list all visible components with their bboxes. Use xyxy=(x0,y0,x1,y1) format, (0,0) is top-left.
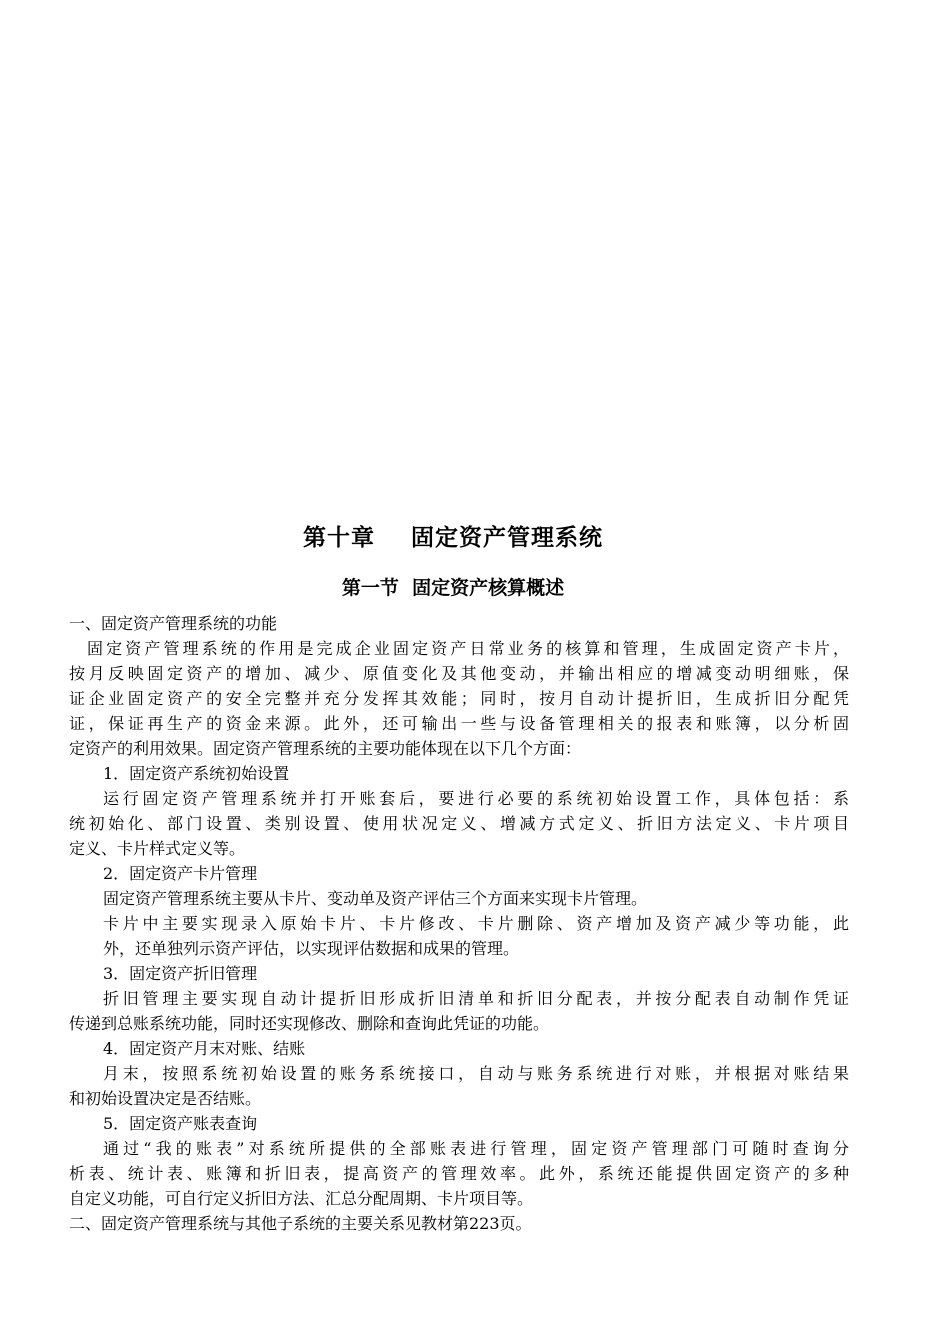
intro-line: 固定资产管理系统的作用是完成企业固定资产日常业务的核算和管理，生成固定资产卡片， xyxy=(87,639,849,658)
intro-line: 证企业固定资产的安全完整并充分发挥其效能；同时，按月自动计提折旧，生成折旧分配凭 xyxy=(69,689,849,708)
item-2-title: 2．固定资产卡片管理 xyxy=(103,864,258,883)
heading-relations: 二、固定资产管理系统与其他子系统的主要关系见教材第223页。 xyxy=(69,1214,532,1233)
item-4-title: 4．固定资产月末对账、结账 xyxy=(103,1039,306,1058)
item-2-paragraph: 固定资产管理系统主要从卡片、变动单及资产评估三个方面来实现卡片管理。 xyxy=(103,889,648,908)
item-3-title: 3．固定资产折旧管理 xyxy=(103,964,258,983)
item-1-line: 运行固定资产管理系统并打开账套后，要进行必要的系统初始设置工作，具体包括：系 xyxy=(103,789,849,808)
item-2-line: 外，还单独列示资产评估，以实现评估数据和成果的管理。 xyxy=(103,939,520,958)
heading-functions: 一、固定资产管理系统的功能 xyxy=(69,614,278,633)
item-1-line: 统初始化、部门设置、类别设置、使用状况定义、增减方式定义、折旧方法定义、卡片项目 xyxy=(69,814,849,833)
item-2-line: 卡片中主要实现录入原始卡片、卡片修改、卡片删除、资产增加及资产减少等功能，此 xyxy=(103,914,849,933)
item-1-line: 定义、卡片样式定义等。 xyxy=(69,839,246,858)
intro-line: 证，保证再生产的资金来源。此外，还可输出一些与设备管理相关的报表和账簿，以分析固 xyxy=(69,714,849,733)
section-title: 第一节 固定资产核算概述 xyxy=(341,577,565,599)
chapter-title: 第十章 固定资产管理系统 xyxy=(302,525,604,551)
item-5-title: 5．固定资产账表查询 xyxy=(103,1114,258,1133)
item-5-line: 自定义功能，可自行定义折旧方法、汇总分配周期、卡片项目等。 xyxy=(69,1189,534,1208)
document-body xyxy=(69,611,849,1236)
intro-line: 按月反映固定资产的增加、减少、原值变化及其他变动，并输出相应的增减变动明细账，保 xyxy=(69,664,849,683)
item-5-line: 通过“我的账表”对系统所提供的全部账表进行管理，固定资产管理部门可随时查询分 xyxy=(103,1139,849,1158)
item-5-line: 析表、统计表、账簿和折旧表，提高资产的管理效率。此外，系统还能提供固定资产的多种 xyxy=(69,1164,849,1183)
item-4-line: 月末，按照系统初始设置的账务系统接口，自动与账务系统进行对账，并根据对账结果 xyxy=(103,1064,849,1083)
item-3-line: 传递到总账系统功能，同时还实现修改、删除和查询此凭证的功能。 xyxy=(69,1014,550,1033)
item-3-line: 折旧管理主要实现自动计提折旧形成折旧清单和折旧分配表，并按分配表自动制作凭证 xyxy=(103,989,849,1008)
item-1-title: 1．固定资产系统初始设置 xyxy=(103,764,290,783)
item-4-line: 和初始设置决定是否结账。 xyxy=(69,1089,262,1108)
intro-line: 定资产的利用效果。固定资产管理系统的主要功能体现在以下几个方面： xyxy=(69,739,582,758)
